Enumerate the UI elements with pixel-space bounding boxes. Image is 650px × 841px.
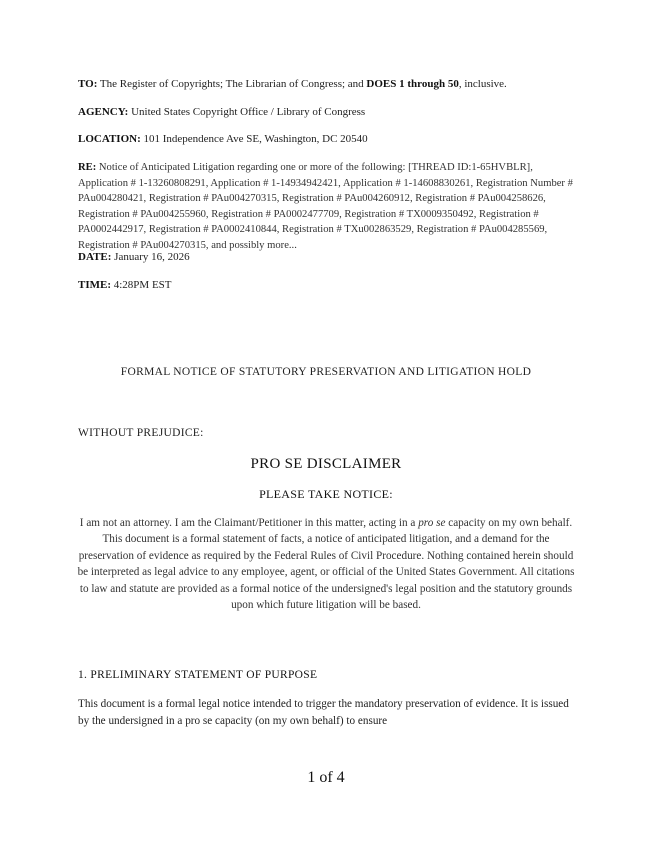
to-tail: , inclusive. — [458, 78, 507, 90]
location-value: 101 Independence Ave SE, Washington, DC 20540 — [143, 133, 368, 145]
disclaimer-heading: PRO SE DISCLAIMER — [250, 456, 402, 472]
without-prejudice: WITHOUT PREJUDICE: — [78, 427, 204, 439]
to-bold: DOES 1 through 50 — [366, 78, 459, 90]
date-value: January 16, 2026 — [114, 251, 190, 263]
location-label: LOCATION: — [78, 133, 141, 145]
section-1-heading: 1. PRELIMINARY STATEMENT OF PURPOSE — [78, 669, 318, 681]
time-value: 4:28PM EST — [113, 279, 172, 291]
to-value: The Register of Copyrights; The Librarian of Congress; and — [99, 78, 364, 90]
disclaimer-text — [76, 515, 576, 613]
disclaimer-text-before: I am not an attorney. I am the Claimant/Petitioner in this matter, acting in a — [79, 517, 416, 529]
location-line — [78, 132, 574, 148]
time-label: TIME: — [78, 279, 111, 291]
to-line — [78, 77, 574, 93]
re-label: RE: — [78, 162, 97, 173]
disclaimer-text-italic: pro se — [418, 517, 446, 529]
re-value: Notice of Anticipated Litigation regarding one or more of the following: [THREAD ID:1-65HVBLR], Application # 1-13260808291, Application # 1-14934942421, Application # 1-14608830261, Registration Number # PAu004280421, Registration # PAu004270315, Registration # PAu004260912, Registration # PAu004258626, Registration # PAu004255960, Registration # PA0002477709, Registration # TX0009350492, Registration # PA0002442917, Registration # PA0002410844, Registration # TXu002863529, Registration # PAu004285569, Registration # PAu004270315, and possibly more... — [78, 162, 573, 251]
section-1-text: This document is a formal legal notice intended to trigger the mandatory preservation of evidence. It is issued by the undersigned in a pro se capacity (on my own behalf) to ensure — [78, 698, 569, 727]
document-title: FORMAL NOTICE OF STATUTORY PRESERVATION AND LITIGATION HOLD — [120, 366, 532, 378]
to-label: TO: — [78, 78, 98, 90]
page-indicator: 1 of 4 — [307, 769, 345, 786]
disclaimer-subheading: PLEASE TAKE NOTICE: — [259, 487, 393, 501]
date-line — [78, 250, 574, 266]
agency-value: United States Copyright Office / Library of Congress — [131, 106, 366, 118]
re-block — [78, 160, 578, 253]
date-label: DATE: — [78, 251, 112, 263]
agency-label: AGENCY: — [78, 106, 129, 118]
disclaimer-text-after: capacity on my own behalf. This document is a formal statement of facts, a notice of anticipated litigation, and a demand for the preservation of evidence as required by the Federal Rules of Civil Procedure. Nothing contained herein should be interpreted as legal advice to any employee, agent, or official of the United States Government. All citations to law and statute are provided as a formal notice of the undersigned's legal position and the statutory grounds upon which future litigation will be based. — [77, 517, 575, 612]
time-line — [78, 278, 574, 294]
agency-line — [78, 105, 574, 121]
